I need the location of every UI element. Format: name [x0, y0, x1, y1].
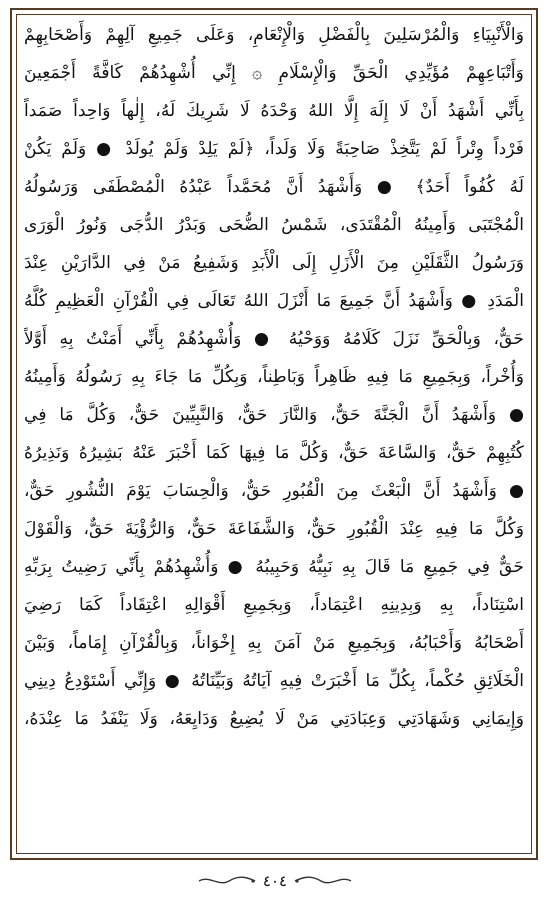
text-line: بِأَنِّي أَشْهَدُ أَنْ لَا إِلَهَ إِلَّا اللهُ وَحْدَهُ لَا شَرِيكَ لَهُ، إِلٰهاً وَاحِداً صَمَداً	[24, 101, 524, 121]
page-footer	[0, 870, 550, 892]
text-line: ● وَأَشْهَدُ أَنَّ الْجَنَّةَ حَقٌّ، وَالنَّارَ حَقٌّ، وَالنَّبِيِّينَ حَقٌّ، وَكُلَّ مَا فِي	[24, 405, 524, 425]
text-line: الْخَلَائِقِ حُكْماً، بِكُلِّ مَا أَخْبَرَتْ فِيهِ آيَاتُهُ وَبَيِّنَاتُهُ ● وَإِنِّي أَسْتَوْدِعُ دِينِي	[24, 671, 524, 691]
text-line: وَرَسُولُ الثَّقَلَيْنِ مِنَ الْأَزَلِ إِلَى الْأَبَدِ وَشَفِيعُ مَنْ فِي الدَّارَيْنِ عِنْدَ	[24, 253, 524, 273]
text-line: الْمَدَدِ ● وَأَشْهَدُ أَنَّ جَمِيعَ مَا أَنْزَلَ اللهُ تَعَالَى فِي الْقُرْآنِ الْعَظِيمِ كُلَّهُ	[24, 291, 524, 311]
text-line: كُتُبِهِمْ حَقٌّ، وَالسَّاعَةَ حَقٌّ، وَكُلَّ مَا فِيهَا كَمَا أَخْبَرَ عَنْهُ بَشِيرُهُ وَنَذِيرُهُ	[24, 443, 524, 463]
ornament-left-icon	[197, 875, 257, 887]
text-line: وَأَتْبَاعِهِمْ مُؤَيِّدِي الْحَقِّ وَالْإِسْلَامِ ۞ إِنِّي أُشْهِدُهُمْ كَافَّةً أَجْمَعِينَ	[24, 63, 524, 83]
text-line: أَصْحَابُهُ وَأَحْبَابُهُ، وَبِجَمِيعِ مَنْ آمَنَ بِهِ إِخْوَاناً، وَبِالْقُرْآنِ إِمَاماً، وَبَيْنَ	[24, 633, 524, 653]
text-line: وَأُخْراً، وَبِجَمِيعِ مَا فِيهِ ظَاهِراً وَبَاطِناً، وَبِكُلِّ مَا جَاءَ بِهِ رَسُولُهُ وَأَمِينُهُ	[24, 367, 524, 387]
page-number: ٤٠٤	[262, 872, 288, 890]
ornament-right-icon	[293, 875, 353, 887]
text-line: لَهُ كُفُواً أَحَدٌ﴾ ● وَأَشْهَدُ أَنَّ مُحَمَّداً عَبْدُهُ الْمُصْطَفَى وَرَسُولُهُ	[24, 177, 524, 197]
text-line: فَرْداً وِتْراً لَمْ يَتَّخِذْ صَاحِبَةً وَلَا وَلَداً، ﴿لَمْ يَلِدْ وَلَمْ يُولَدْ ● وَلَمْ يَكُنْ	[24, 139, 524, 159]
text-line: الْمُجْتَبَى وَأَمِينُهُ الْمُقْتَدَى، شَمْسُ الضُّحَى وَبَدْرُ الدُّجَى وَنُورُ الْوَرَى	[24, 215, 524, 235]
text-line: اسْتِنَاداً، بِهِ وَبِدِينِهِ اعْتِمَاداً، وَبِجَمِيعِ أَقْوَالِهِ اعْتِقَاداً كَمَا رَضِيَ	[24, 595, 524, 615]
text-line: حَقٌّ فِي جَمِيعِ مَا قَالَ بِهِ نَبِيُّهُ وَحَبِيبُهُ ● وَأُشْهِدُهُمْ بِأَنِّي رَضِيتُ بِرَبِّهِ	[24, 557, 524, 577]
text-line: وَكُلَّ مَا فِيهِ عِنْدَ الْقُبُورِ حَقٌّ، وَالشَّفَاعَةَ حَقٌّ، وَالرُّؤْيَةَ حَقٌّ، وَالْقَوْلَ	[24, 519, 524, 539]
text-block	[24, 16, 524, 738]
text-line: وَإِيمَانِي وَشَهَادَتِي وَعِبَادَتِي مَنْ لَا يُضِيعُ وَدَايِعَهُ، وَلَا يَنْفَدُ مَا عِنْدَهُ،	[24, 709, 524, 729]
text-line: حَقٌّ، وَبِالْحَقِّ نَزَلَ كَلَامُهُ وَوَحْيُهُ ● وَأُشْهِدُهُمْ بِأَنِّي أَمَنْتُ بِهِ أَوَّلاً	[24, 329, 524, 349]
text-line: وَالْأَنْبِيَاءِ وَالْمُرْسَلِينَ بِالْفَضْلِ وَالْإِنْعَامِ، وَعَلَى جَمِيعِ آلِهِمْ وَأَصْحَابِهِمْ	[24, 25, 524, 45]
text-line: ● وَأَشْهَدُ أَنَّ الْبَعْثَ مِنَ الْقُبُورِ حَقٌّ، وَالْحِسَابَ يَوْمَ النُّشُورِ حَقٌّ،	[24, 481, 524, 501]
